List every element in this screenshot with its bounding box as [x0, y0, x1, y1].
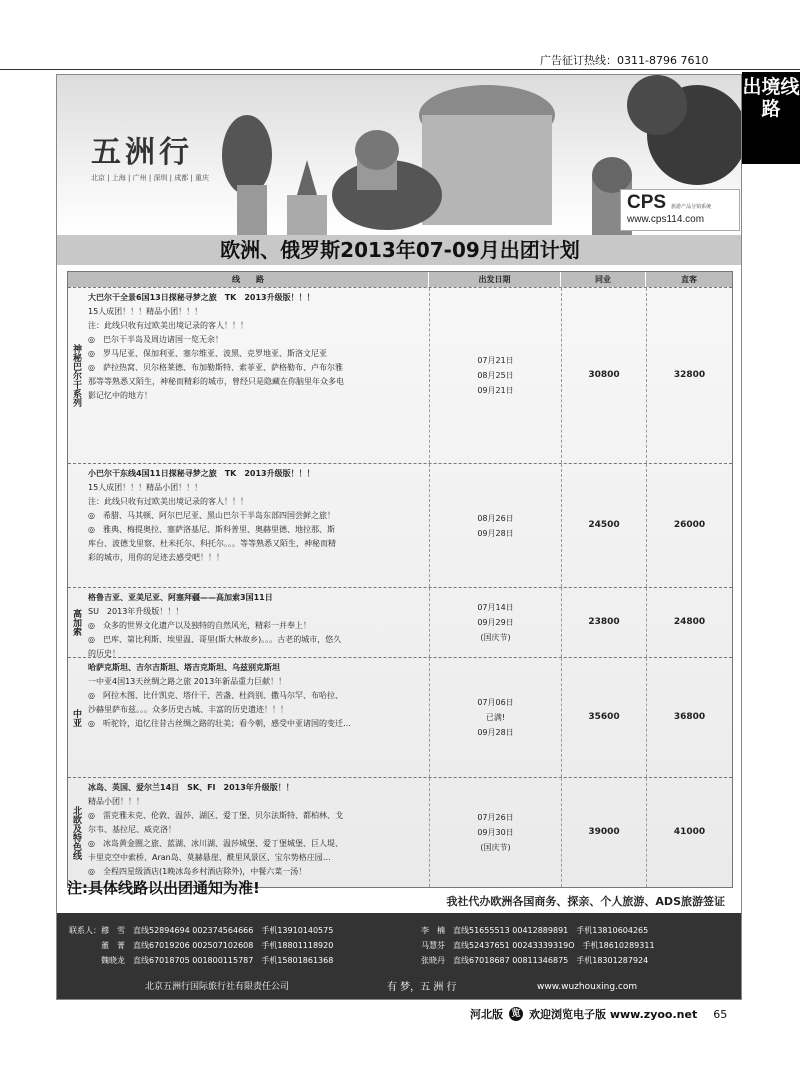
- route-line: 彩的城市，用你的足迹去感受吧！！！: [88, 553, 224, 562]
- departure-date: 09月28日: [477, 728, 514, 737]
- route-line: ◎ 雷克雅未克、伦敦、温莎、湖区、爱丁堡、贝尔法斯特、都柏林、戈: [88, 811, 343, 820]
- contact-row: [69, 938, 731, 953]
- departure-date: (国庆节): [480, 843, 511, 852]
- table-row: [68, 777, 732, 887]
- peer-price: 39000: [561, 778, 646, 887]
- route-line: 影记忆中的地方！: [88, 391, 152, 400]
- departure-date: 07月21日: [477, 356, 514, 365]
- route-line: 沙赫里萨布兹。。。众多历史古城、丰富的历史遗迹！！！: [88, 705, 288, 714]
- route-line: 大巴尔干全景6国13日探秘寻梦之旅 TK 2013升级版！！！: [88, 293, 315, 302]
- route-line: 15人成团！！！精品小团！！！: [88, 307, 203, 316]
- table-body: [68, 287, 732, 887]
- route-description: [84, 658, 429, 777]
- contact-left: 董 菁 直线67019206 002507102608 手机18801118920: [69, 941, 334, 950]
- header-retail: 直客: [681, 275, 697, 284]
- departure-date: (国庆节): [480, 633, 511, 642]
- company-website: www.wuzhouxing.com: [537, 982, 638, 992]
- region-label: 神秘巴尔干系列: [71, 344, 81, 407]
- route-line: 15人成团！！！精品小团！！！: [88, 483, 203, 492]
- contact-row: [69, 953, 731, 968]
- route-line: ◎ 众多的世界文化遗产以及独特的自然风光，精彩一并奉上！: [88, 621, 311, 630]
- banner-image: [57, 75, 742, 235]
- tour-table: [67, 271, 733, 888]
- route-line: 那等等熟悉又陌生，神秘而精彩的城市，曾经只是隐藏在你脑里年众多电: [88, 377, 344, 386]
- cps-badge: [620, 189, 740, 231]
- route-line: SU 2013年升级版！！！: [88, 607, 184, 616]
- logo-text: 五洲行: [91, 135, 193, 170]
- route-line: ◎ 罗马尼亚、保加利亚、塞尔维亚、波黑、克罗地亚、斯洛文尼亚: [88, 349, 327, 358]
- header-peer: 同业: [561, 272, 646, 287]
- departure-date: 07月14日: [477, 603, 514, 612]
- route-line: 库台、波德戈里察、杜米托尔、科托尔。。。等等熟悉又陌生，神秘而精: [88, 539, 336, 548]
- cps-url: www.cps114.com: [627, 214, 705, 225]
- departure-date: 09月21日: [477, 386, 514, 395]
- business-scope: 我社代办欧洲各国商务、探亲、个人旅游、ADS旅游签证: [446, 895, 725, 908]
- route-line: 一中亚4国13天丝绸之路之旅 2013年新品重力巨献！！: [88, 677, 287, 686]
- route-line: 哈萨克斯坦、吉尔吉斯坦、塔吉克斯坦、乌兹别克斯坦: [88, 663, 280, 672]
- route-description: [84, 778, 429, 887]
- browse-icon: 览: [509, 1007, 523, 1021]
- logo-cities: 北京 | 上海 | 广州 | 深圳 | 成都 | 重庆: [91, 174, 210, 182]
- table-row: [68, 587, 732, 657]
- contact-right: 张晓丹 直线67018687 00811346875 手机18301287924: [421, 956, 649, 965]
- departure-date: 09月28日: [477, 528, 514, 538]
- retail-price: 24800: [646, 588, 732, 657]
- route-line: 冰岛、英国、爱尔兰14日 SK、FI 2013年升级版！！: [88, 783, 294, 792]
- company-logo: [91, 127, 241, 183]
- page-footer: [470, 1006, 750, 1022]
- route-line: 注：此线只收有过欧美出境记录的客人！！！: [88, 497, 248, 506]
- cps-tagline: 旅游产品分销系统: [671, 204, 712, 210]
- table-row: [68, 287, 732, 463]
- contact-right: 李 楠 直线51655513 00412889891 手机13810604265: [421, 926, 649, 935]
- advertisement-frame: [56, 74, 742, 1000]
- departure-date: 07月26日: [477, 813, 514, 822]
- route-description: [84, 588, 429, 657]
- departure-date: 09月29日: [477, 618, 514, 627]
- page-number: 65: [713, 1007, 728, 1021]
- contact-right: 马慧芬 直线52437651 00243339319O 手机18610289311: [421, 941, 655, 950]
- route-line: ◎ 冰岛黄金圈之旅、蓝湖、冰川湖、温莎城堡、爱丁堡城堡、巨人堤、: [88, 839, 343, 848]
- table-row: [68, 657, 732, 777]
- route-description: [84, 464, 429, 587]
- route-line: ◎ 希腊、马其顿、阿尔巴尼亚、黑山巴尔干半岛东部四国尝鲜之旅！: [88, 511, 335, 520]
- retail-price: 36800: [646, 658, 732, 777]
- departure-date: 08月25日: [477, 371, 514, 380]
- contact-left: 联系人：穆 雪 直线52894694 002374564666 手机13910140575: [69, 926, 334, 935]
- retail-price: 26000: [646, 464, 732, 587]
- peer-price: 23800: [561, 588, 646, 657]
- company-name: 北京五洲行国际旅行社有限责任公司: [145, 982, 290, 992]
- peer-price: 30800: [561, 288, 646, 463]
- route-line: 尔韦、基拉尼、威克洛！: [88, 825, 176, 834]
- footnote: 注:具体线路以出团通知为准!: [67, 879, 260, 897]
- route-line: ◎ 巴尔干半岛及周边诸国一览无余！: [88, 335, 223, 344]
- ad-hotline: 广告征订热线：0311-8796 7610: [540, 54, 709, 67]
- contact-panel: [57, 913, 742, 1000]
- peer-price: 24500: [561, 464, 646, 587]
- route-line: 卡里克空中索桥、Aran岛、莫赫悬崖、酰里风景区、宝尔势格庄园…: [88, 853, 331, 862]
- route-line: 注：此线只收有过欧美出境记录的客人！！！: [88, 321, 248, 330]
- footer-text: 欢迎浏览电子版 www.zyoo.net: [529, 1008, 698, 1021]
- contact-list: [69, 923, 731, 968]
- departure-date: 08月26日: [477, 513, 514, 523]
- retail-price: 32800: [646, 288, 732, 463]
- route-line: 小巴尔干东线4国11日探秘寻梦之旅 TK 2013升级版！！！: [88, 469, 315, 478]
- route-line: ◎ 阿拉木图、比什凯克、塔什干、苦盏、杜尚别、撒马尔罕、布哈拉、: [88, 691, 343, 700]
- route-line: 格鲁吉亚、亚美尼亚、阿塞拜疆——高加索3国11日: [88, 593, 273, 602]
- departure-date: 已满!: [485, 713, 506, 722]
- peer-price: 35600: [561, 658, 646, 777]
- header-route: 线 路: [68, 272, 429, 287]
- cps-brand: CPS: [627, 192, 667, 213]
- table-header: [68, 272, 732, 287]
- route-line: ◎ 听驼铃，追忆往昔古丝绸之路的壮美；看今朝，感受中亚诸国的变迁…: [88, 719, 351, 728]
- route-line: 精品小团！！！: [88, 797, 144, 806]
- region-label: 北欧及特色线: [71, 805, 81, 860]
- route-line: ◎ 巴库、第比利斯、埃里温、哥里(斯大林故乡)。。。古老的城市，悠久: [88, 635, 342, 644]
- contact-left: 魏晓龙 直线67018705 001800115787 手机15801861368: [69, 956, 334, 965]
- departure-dates: [429, 778, 561, 887]
- route-line: ◎ 萨拉热窝、贝尔格莱德、布加勒斯特、索菲亚、萨格勒布、卢布尔雅: [88, 363, 343, 372]
- route-description: [84, 288, 429, 463]
- departure-dates: [429, 464, 561, 587]
- route-line: 的历史！: [88, 649, 120, 658]
- retail-price: 41000: [646, 778, 732, 887]
- page-title: 欧洲、俄罗斯2013年07-09月出团计划: [57, 235, 742, 265]
- header-dates: 出发日期: [429, 272, 561, 287]
- departure-date: 07月06日: [477, 698, 514, 707]
- departure-dates: [429, 288, 561, 463]
- motto: 有 梦，五 洲 行: [387, 982, 457, 993]
- departure-dates: [429, 588, 561, 657]
- route-line: ◎ 雅典、梅提奥拉、塞萨洛基尼、斯科普里、奥赫里德、地拉那、斯: [88, 525, 335, 534]
- departure-dates: [429, 658, 561, 777]
- edition-label: 河北版: [470, 1008, 503, 1021]
- section-tab: 出境线路: [742, 72, 800, 164]
- top-divider: [0, 69, 800, 70]
- region-label: [68, 464, 84, 587]
- contact-row: [69, 923, 731, 938]
- table-row: [68, 463, 732, 587]
- route-line: ◎ 全程四星级酒店(1晚冰岛乡村酒店除外)，中餐六菜一汤！: [88, 867, 307, 876]
- departure-date: 09月30日: [477, 828, 514, 837]
- region-label: 高加索: [71, 609, 81, 636]
- region-label: 中亚: [71, 708, 81, 727]
